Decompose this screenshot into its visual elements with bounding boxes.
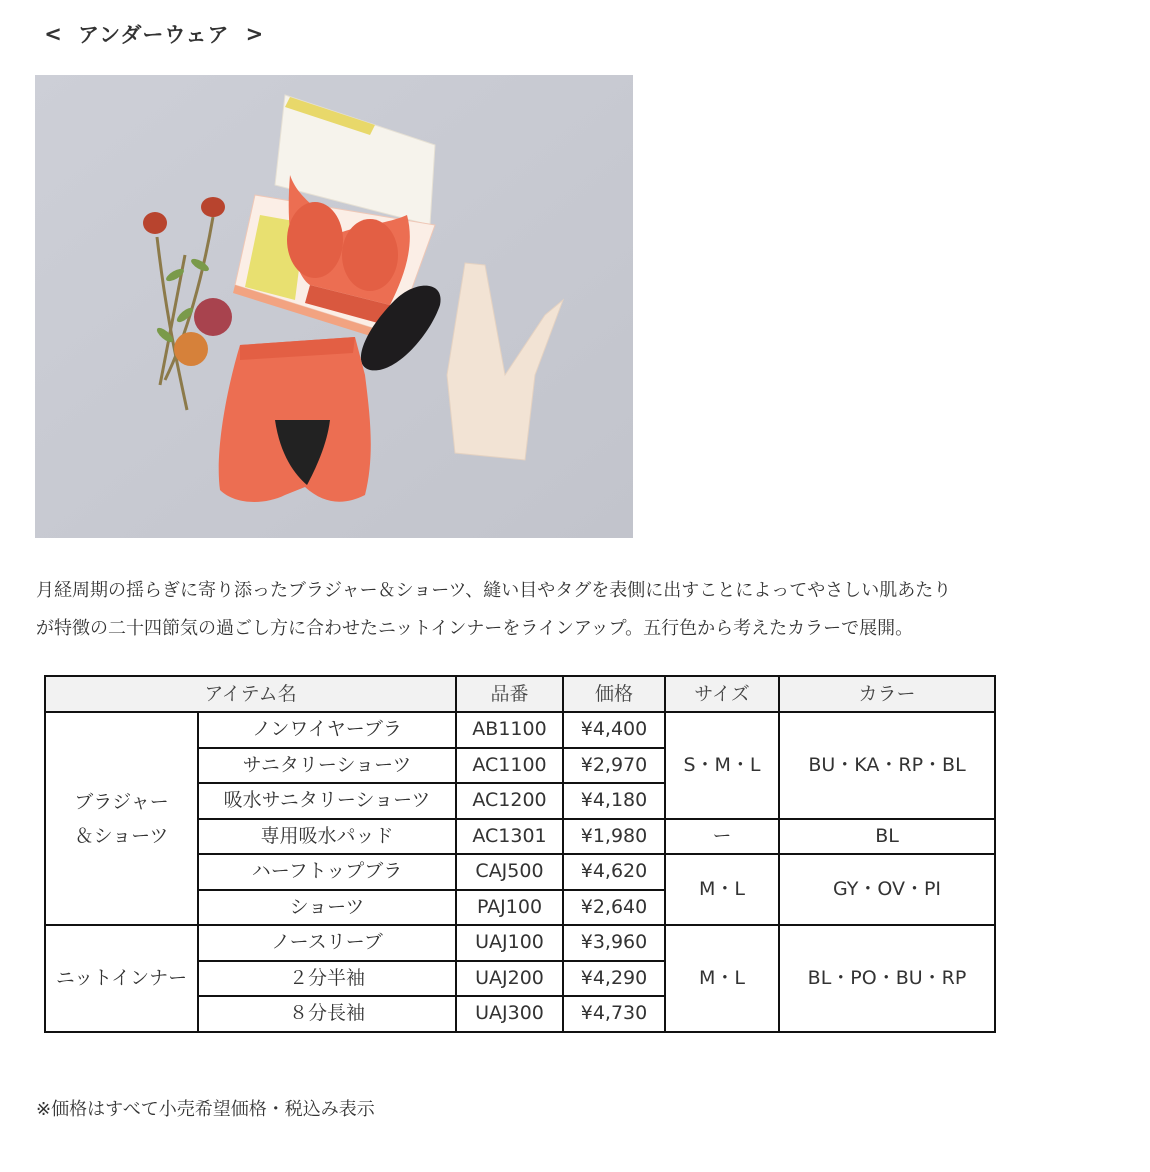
- header-color: カラー: [779, 676, 995, 712]
- item-name-cell: ８分長袖: [198, 996, 456, 1032]
- size-cell: M・L: [665, 925, 779, 1032]
- shorts: [219, 337, 371, 502]
- header-size: サイズ: [665, 676, 779, 712]
- item-name-cell: ショーツ: [198, 890, 456, 926]
- item-name-cell: 専用吸水パッド: [198, 819, 456, 855]
- item-name-cell: 吸水サニタリーショーツ: [198, 783, 456, 819]
- price-cell: ¥4,620: [563, 854, 665, 890]
- item-name-cell: ハーフトップブラ: [198, 854, 456, 890]
- group-cell-bra-shorts: [45, 712, 198, 925]
- price-cell: ¥2,970: [563, 748, 665, 784]
- color-cell: GY・OV・PI: [779, 854, 995, 925]
- description-line: 月経周期の揺らぎに寄り添ったブラジャー＆ショーツ、縫い目やタグを表側に出すことによってやさしい肌あたり: [36, 580, 952, 601]
- color-cell: BU・KA・RP・BL: [779, 712, 995, 819]
- item-name-cell: サニタリーショーツ: [198, 748, 456, 784]
- price-cell: ¥4,180: [563, 783, 665, 819]
- product-table: [44, 675, 996, 1033]
- price-cell: ¥4,400: [563, 712, 665, 748]
- item-name-cell: ノースリーブ: [198, 925, 456, 961]
- code-cell: CAJ500: [456, 854, 563, 890]
- price-footnote: ※価格はすべて小売希望価格・税込み表示: [36, 1099, 375, 1120]
- table-header-row: [45, 676, 995, 712]
- price-cell: ¥1,980: [563, 819, 665, 855]
- size-cell: S・M・L: [665, 712, 779, 819]
- product-photo: [35, 75, 633, 538]
- size-cell: M・L: [665, 854, 779, 925]
- item-name-cell: ２分半袖: [198, 961, 456, 997]
- group-label-line: ブラジャー: [74, 790, 169, 813]
- price-cell: ¥4,290: [563, 961, 665, 997]
- next-arrow[interactable]: >: [245, 22, 264, 46]
- price-cell: ¥3,960: [563, 925, 665, 961]
- code-cell: UAJ100: [456, 925, 563, 961]
- price-cell: ¥4,730: [563, 996, 665, 1032]
- color-cell: BL・PO・BU・RP: [779, 925, 995, 1032]
- price-cell: ¥2,640: [563, 890, 665, 926]
- group-cell-knit-inner: ニットインナー: [45, 925, 198, 1032]
- header-code: 品番: [456, 676, 563, 712]
- description-line: が特徴の二十四節気の過ごし方に合わせたニットインナーをラインアップ。五行色から考えたカラーで展開。: [36, 618, 914, 639]
- code-cell: UAJ300: [456, 996, 563, 1032]
- prev-arrow[interactable]: <: [44, 22, 62, 46]
- code-cell: AC1100: [456, 748, 563, 784]
- table-row: [45, 712, 995, 748]
- fruit: [174, 332, 208, 366]
- item-name-cell: ノンワイヤーブラ: [198, 712, 456, 748]
- header-item-name: アイテム名: [45, 676, 456, 712]
- header-price: 価格: [563, 676, 665, 712]
- code-cell: PAJ100: [456, 890, 563, 926]
- page-title: アンダーウェア: [78, 23, 230, 47]
- product-description: [36, 572, 1116, 648]
- size-cell: ー: [665, 819, 779, 855]
- group-label-line: ＆ショーツ: [74, 824, 169, 847]
- code-cell: AC1301: [456, 819, 563, 855]
- table-row: [45, 925, 995, 961]
- code-cell: UAJ200: [456, 961, 563, 997]
- code-cell: AC1200: [456, 783, 563, 819]
- color-cell: BL: [779, 819, 995, 855]
- fruit: [194, 298, 232, 336]
- category-header: [36, 18, 271, 50]
- code-cell: AB1100: [456, 712, 563, 748]
